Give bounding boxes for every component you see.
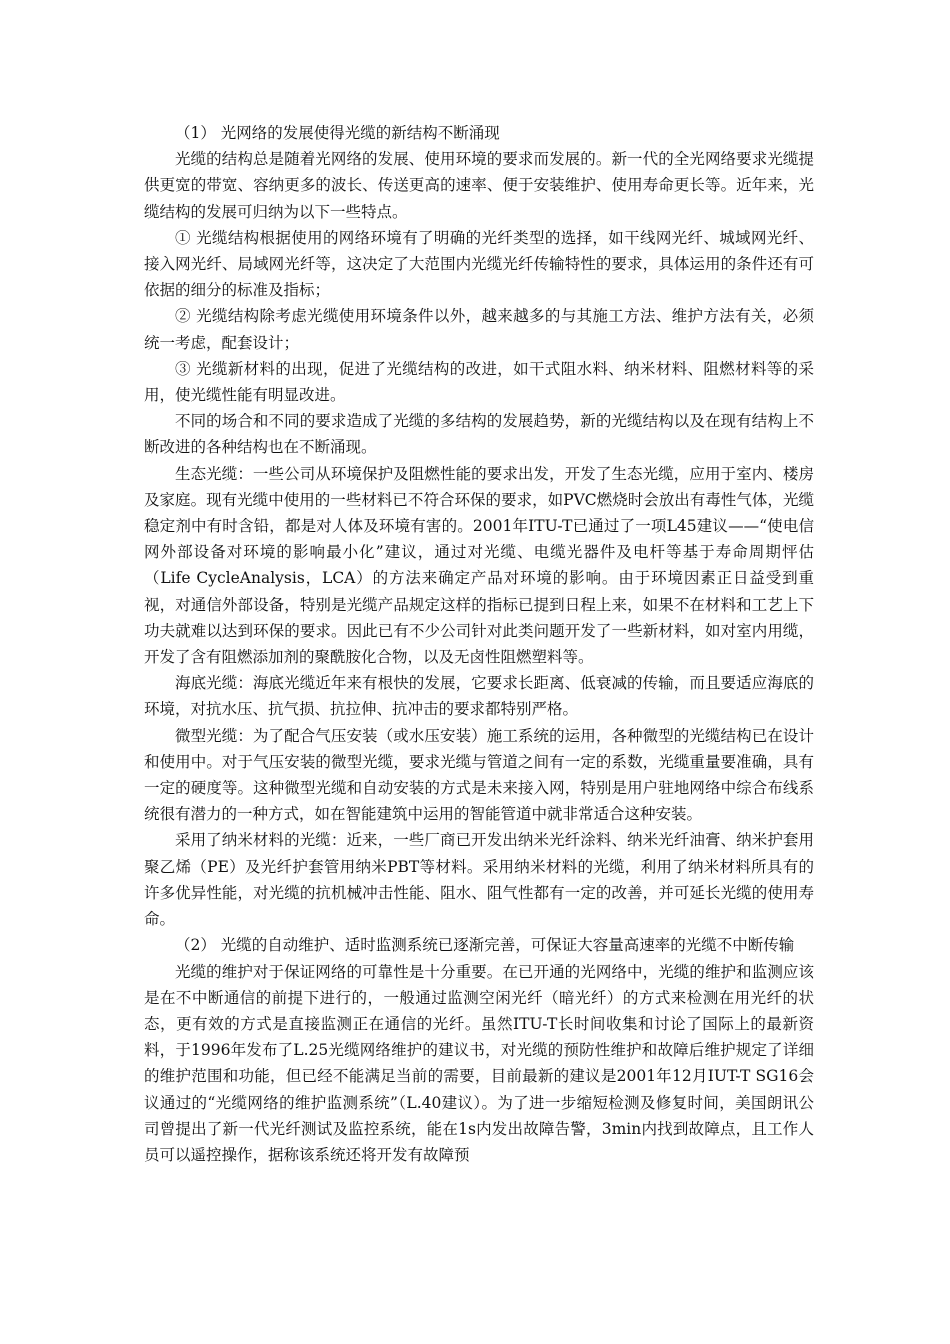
paragraph-maintenance: 光缆的维护对于保证网络的可靠性是十分重要。在已开通的光网络中，光缆的维护和监测应该是在不中断通信的前提下进行的，一般通过监测空闲光纤（暗光纤）的方式来检测在用光纤的状态，更有效的方式是直接监测正在通信的光纤。虽然ITU-T长时间收集和讨论了国际上的最新资料，于1996年发布了L.25光缆网络维护的建议书，对光缆的预防性维护和故障后维护规定了详细的维护范围和功能，但已经不能满足当前的需要，目前最新的建议是2001年12月IUT-T SG16会议通过的“光缆网络的维护监测系统”（L.40建议）。为了进一步缩短检测及修复时间，美国朗讯公司曾提出了新一代光纤测试及监控系统，能在1s内发出故障告警，3min内找到故障点，且工作人员可以遥控操作，据称该系统还将开发有故障预 (144, 962, 814, 1164)
paragraph-feature-1: ① 光缆结构根据使用的网络环境有了明确的光纤类型的选择，如干线网光纤、城域网光纤、接入网光纤、局域网光纤等，这决定了大范围内光缆光纤传输特性的要求，具体运用的条件还有可依据的细分的标准及指标； (144, 228, 814, 300)
paragraph-feature-2: ② 光缆结构除考虑光缆使用环境条件以外，越来越多的与其施工方法、维护方法有关，必须统一考虑，配套设计； (144, 307, 814, 352)
paragraph-eco-cable: 生态光缆：一些公司从环境保护及阻燃性能的要求出发，开发了生态光缆，应用于室内、楼房及家庭。现有光缆中使用的一些材料已不符合环保的要求，如PVC燃烧时会放出有毒性气体，光缆稳定剂中有时含铅，都是对人体及环境有害的。2001年ITU-T已通过了一项L45建议——“使电信网外部设备对环境的影响最小化”建议，通过对光缆、电缆光器件及电杆等基于寿命周期怦估（Life CycleAnalysis，LCA）的方法来确定产品对环境的影响。由于环境因素正日益受到重视，对通信外部设备，特别是光缆产品规定这样的指标已提到日程上来，如果不在材料和工艺上下功夫就难以达到环保的要求。因此已有不少公司针对此类问题开发了一些新材料，如对室内用缆，开发了含有阻燃添加剂的聚酰胺化合物，以及无卤性阻燃塑料等。 (144, 464, 814, 667)
section-heading-1: （1） 光网络的发展使得光缆的新结构不断涌现 (175, 124, 500, 142)
paragraph-feature-3: ③ 光缆新材料的出现，促进了光缆结构的改进，如干式阻水料、纳米材料、阻燃材料等的采用，使光缆性能有明显改进。 (144, 359, 814, 405)
paragraph-intro: 光缆的结构总是随着光网络的发展、使用环境的要求而发展的。新一代的全光网络要求光缆提供更宽的带宽、容纳更多的波长、传送更高的速率、便于安装维护、使用寿命更长等。近年来，光缆结构的发展可归纳为以下一些特点。 (144, 150, 814, 221)
paragraph-submarine-cable: 海底光缆：海底光缆近年来有根快的发展，它要求长距离、低衰减的传输，而且要适应海底的环境，对抗水压、抗气损、抗拉伸、抗冲击的要求都特别严格。 (144, 674, 814, 719)
paragraph-nano-cable: 采用了纳米材料的光缆：近来，一些厂商已开发出纳米光纤涂料、纳米光纤油膏、纳米护套用聚乙烯（PE）及光纤护套管用纳米PBT等材料。采用纳米材料的光缆，利用了纳米材料所具有的许多优异性能，对光缆的抗机械冲击性能、阻水、阻气性都有一定的改善，并可延长光缆的使用寿命。 (144, 831, 814, 929)
document-body (144, 120, 814, 1168)
section-heading-2: （2） 光缆的自动维护、适时监测系统已逐渐完善，可保证大容量高速率的光缆不中断传输 (175, 936, 795, 955)
paragraph-micro-cable: 微型光缆：为了配合气压安装（或水压安装）施工系统的运用，各种微型的光缆结构已在设计和使用中。对于气压安装的微型光缆，要求光缆与管道之间有一定的系数，光缆重量要准确，具有一定的硬度等。这种微型光缆和自动安装的方式是未来接入网，特别是用户驻地网络中综合布线系统很有潜力的一种方式，如在智能建筑中运用的智能管道中就非常适合这种安装。 (144, 726, 814, 824)
paragraph-trend: 不同的场合和不同的要求造成了光缆的多结构的发展趋势，新的光缆结构以及在现有结构上不断改进的各种结构也在不断涌现。 (144, 412, 814, 457)
